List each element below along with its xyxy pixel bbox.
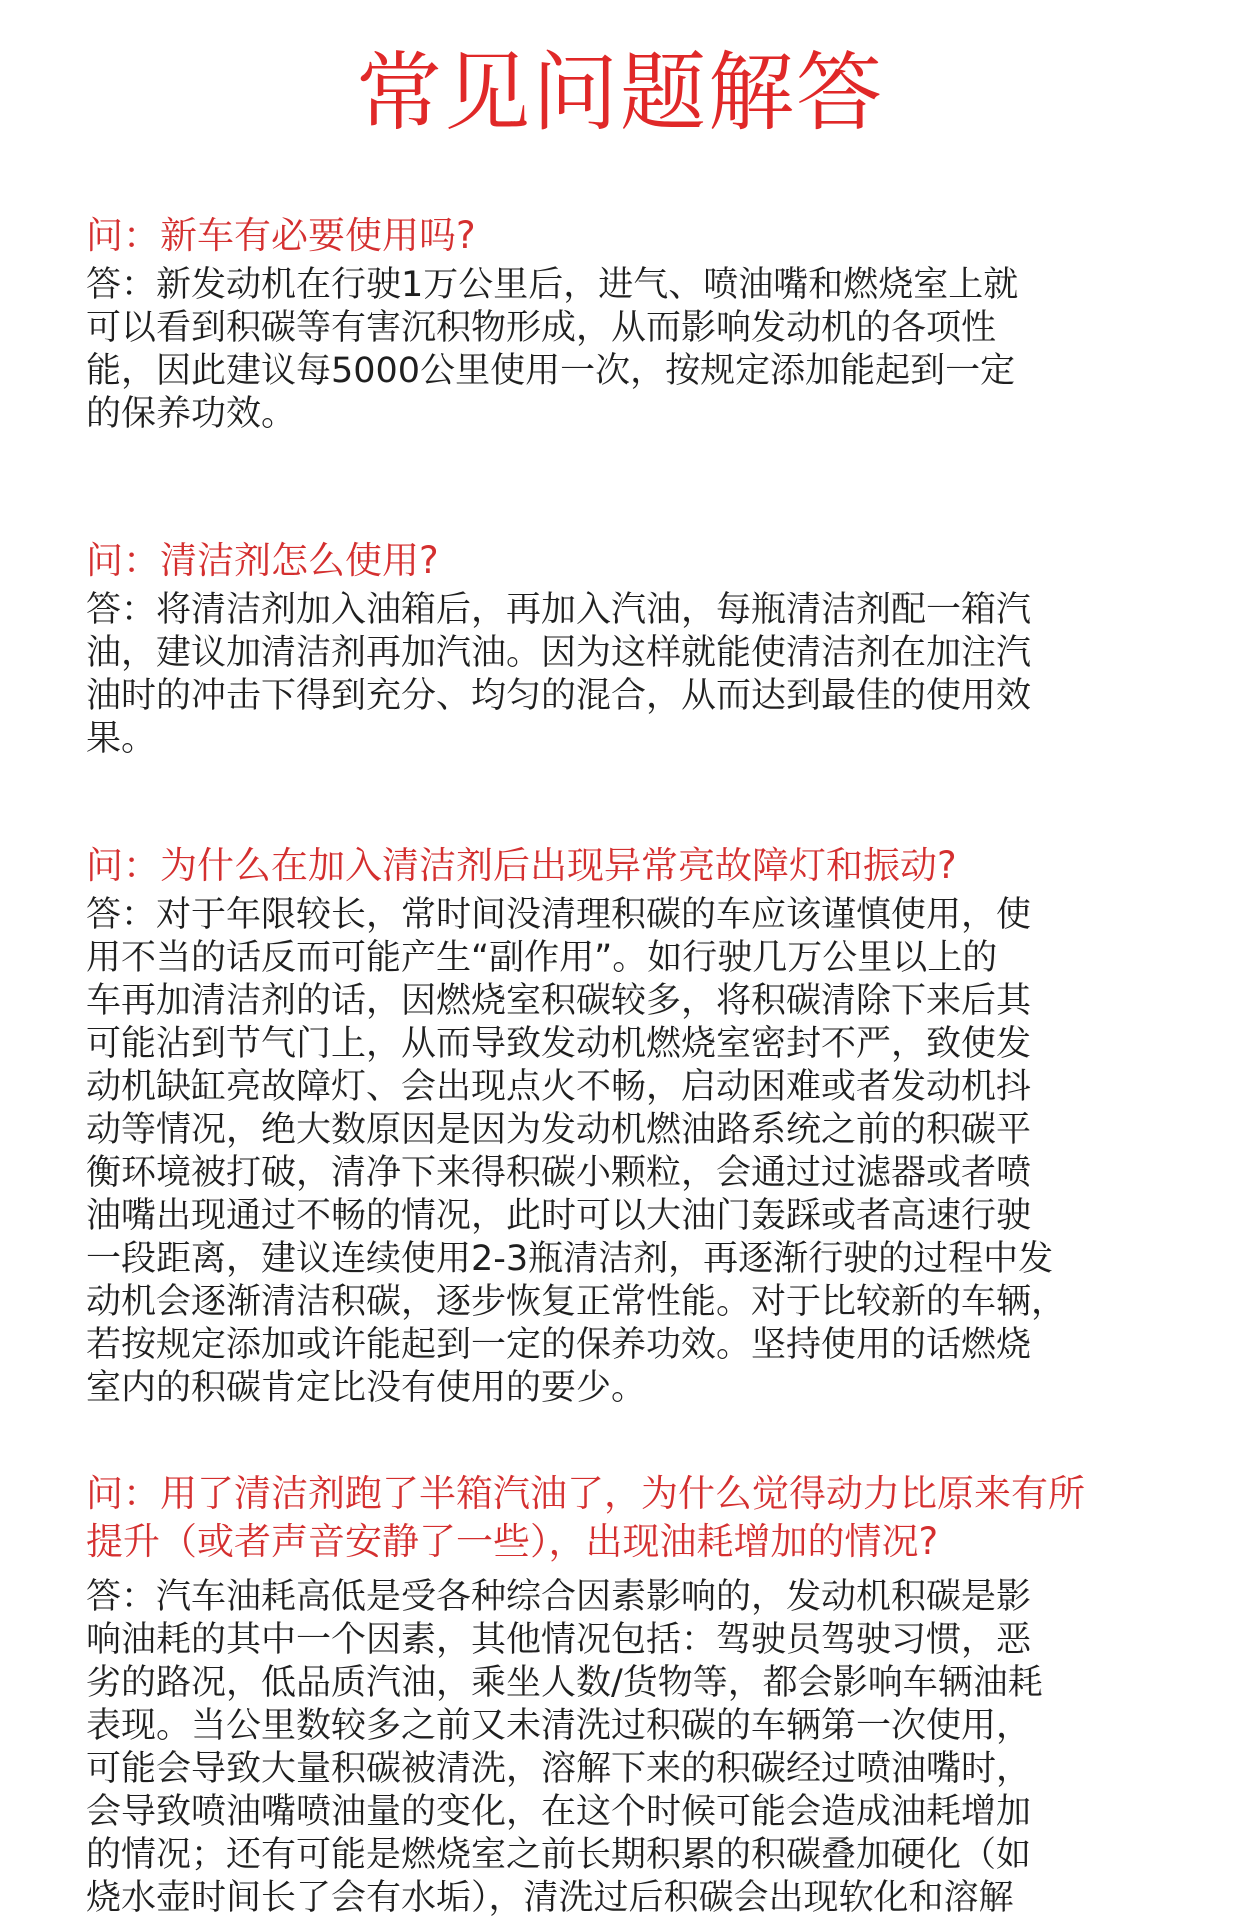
answer-line: 一段距离，建议连续使用2-3瓶清洁剂，再逐渐行驶的过程中发 (86, 1239, 1054, 1279)
faq-item (86, 1470, 1146, 1920)
answer-line: 衡环境被打破，清净下来得积碳小颗粒，会通过过滤器或者喷 (86, 1153, 1032, 1193)
answer-line: 的情况；还有可能是燃烧室之前长期积累的积碳叠加硬化（如 (86, 1835, 1032, 1875)
faq-item (86, 212, 1146, 436)
answer-line: 室内的积碳肯定比没有使用的要少。 (86, 1368, 647, 1408)
faq-question (86, 1470, 1146, 1566)
answer-line: 劣的路况，低品质汽油，乘坐人数/货物等，都会影响车辆油耗 (86, 1663, 1043, 1703)
faq-answer (86, 894, 1146, 1410)
answer-line: 车再加清洁剂的话，因燃烧室积碳较多，将积碳清除下来后其 (86, 981, 1032, 1021)
faq-answer (86, 589, 1146, 761)
faq-item (86, 842, 1146, 1410)
answer-line: 答：新发动机在行驶1万公里后，进气、喷油嘴和燃烧室上就 (86, 265, 1019, 305)
page-title: 常见问题解答 (356, 43, 884, 143)
answer-line: 用不当的话反而可能产生“副作用”。如行驶几万公里以上的 (86, 938, 998, 978)
answer-line: 表现。当公里数较多之前又未清洗过积碳的车辆第一次使用， (86, 1706, 1032, 1746)
answer-line: 若按规定添加或许能起到一定的保养功效。坚持使用的话燃烧 (86, 1325, 1032, 1365)
answer-line: 可能沾到节气门上，从而导致发动机燃烧室密封不严，致使发 (86, 1024, 1032, 1064)
answer-line: 的保养功效。 (86, 394, 297, 434)
answer-line: 烧水壶时间长了会有水垢），清洗过后积碳会出现软化和溶解 (86, 1878, 1014, 1918)
answer-line: 可以看到积碳等有害沉积物形成，从而影响发动机的各项性 (86, 308, 997, 348)
answer-line: 答：将清洁剂加入油箱后，再加入汽油，每瓶清洁剂配一箱汽 (86, 590, 1032, 630)
faq-item (86, 537, 1146, 761)
answer-line: 油，建议加清洁剂再加汽油。因为这样就能使清洁剂在加注汽 (86, 633, 1032, 673)
faq-question (86, 842, 1146, 890)
question-line: 提升（或者声音安静了一些），出现油耗增加的情况? (86, 1520, 939, 1563)
answer-line: 答：对于年限较长，常时间没清理积碳的车应该谨慎使用，使 (86, 895, 1032, 935)
faq-answer (86, 1576, 1146, 1920)
answer-line: 答：汽车油耗高低是受各种综合因素影响的，发动机积碳是影 (86, 1577, 1032, 1617)
answer-line: 油时的冲击下得到充分、均匀的混合，从而达到最佳的使用效 (86, 676, 1032, 716)
faq-question (86, 537, 1146, 585)
question-line: 问：新车有必要使用吗? (86, 214, 476, 257)
answer-line: 动机缺缸亮故障灯、会出现点火不畅，启动困难或者发动机抖 (86, 1067, 1032, 1107)
answer-line: 能，因此建议每5000公里使用一次，按规定添加能起到一定 (86, 351, 1016, 391)
question-line: 问：为什么在加入清洁剂后出现异常亮故障灯和振动? (86, 844, 957, 887)
answer-line: 果。 (86, 719, 157, 759)
question-line: 问：用了清洁剂跑了半箱汽油了，为什么觉得动力比原来有所 (86, 1472, 1085, 1515)
question-line: 问：清洁剂怎么使用? (86, 539, 439, 582)
answer-line: 动机会逐渐清洁积碳，逐步恢复正常性能。对于比较新的车辆， (86, 1282, 1067, 1322)
answer-line: 可能会导致大量积碳被清洗，溶解下来的积碳经过喷油嘴时， (86, 1749, 1032, 1789)
answer-line: 动等情况，绝大数原因是因为发动机燃油路系统之前的积碳平 (86, 1110, 1032, 1150)
answer-line: 响油耗的其中一个因素，其他情况包括：驾驶员驾驶习惯，恶 (86, 1620, 1032, 1660)
faq-answer (86, 264, 1146, 436)
faq-question (86, 212, 1146, 260)
answer-line: 油嘴出现通过不畅的情况，此时可以大油门轰踩或者高速行驶 (86, 1196, 1032, 1236)
answer-line: 会导致喷油嘴喷油量的变化，在这个时候可能会造成油耗增加 (86, 1792, 1032, 1832)
